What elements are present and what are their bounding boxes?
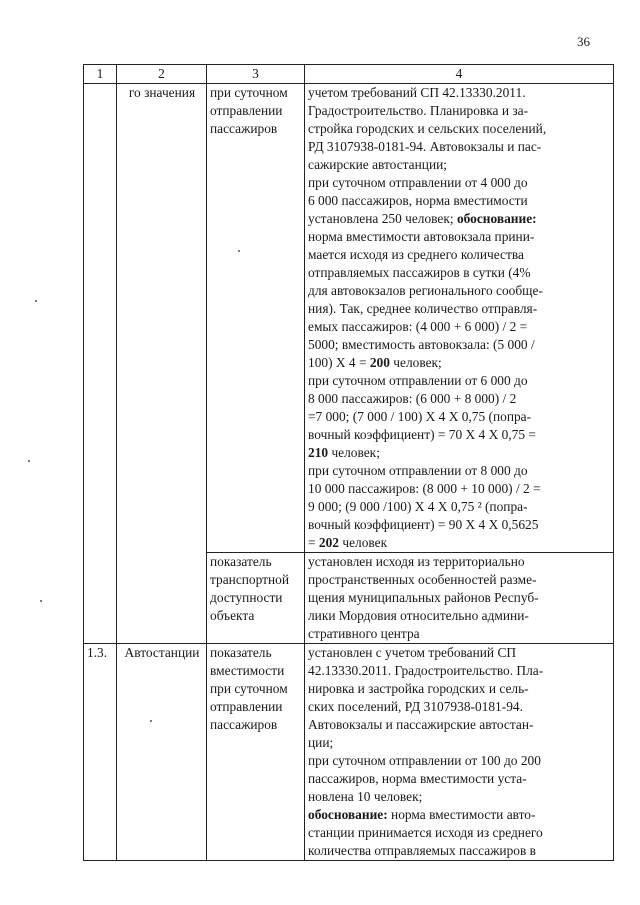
scan-speck [35,300,37,302]
text-fragment: человек; при суточном отправлении от 6 000 до 8 000 пассажиров: (6 000 + 8 000) / 2 =7 000; (7 000 / 100) X 4 X 0,75 (попра- вочный коэффициент) = 70 X 4 X 0,75 = [308,355,536,442]
indicator-cell: показатель вместимости при суточном отправлении пассажиров [207,644,305,861]
table-row [84,84,614,553]
header-col-2: 2 [117,65,207,84]
bold-text-fragment: 202 [318,535,339,550]
row-number-cell [84,84,117,644]
description-cell [305,84,614,553]
object-name-cell: го значения [117,84,207,644]
scan-speck [40,600,42,602]
description-cell [305,644,614,861]
scan-speck [238,250,240,252]
page-number: 36 [577,34,590,49]
scan-speck [28,460,30,462]
table-header-row [84,65,614,84]
bold-text-fragment: 210 [308,445,329,460]
text-fragment: норма вместимости авто- станции принимается исходя из среднего количества отправляемых пассажиров в [308,807,543,858]
scan-speck [150,720,152,722]
indicator-cell: при суточном отправлении пассажиров [207,84,305,553]
header-col-1: 1 [84,65,117,84]
header-col-3: 3 [207,65,305,84]
bold-text-fragment: обоснование: [308,807,388,822]
table-row [84,644,614,861]
header-col-4: 4 [305,65,614,84]
indicator-cell: показатель транспортной доступности объекта [207,553,305,644]
bold-text-fragment: 200 [369,355,390,370]
row-number-cell: 1.3. [84,644,117,861]
text-fragment: учетом требований СП 42.13330.2011. Градостроительство. Планировка и за- стройка городских и сельских поселений, РД 3107938-0181-94. Автовокзалы и пас- сажирские автостанции; при суточном отправлении от 4 000 до 6 000 пассажиров, норма вместимости установлена 250 человек; [308,85,547,226]
text-fragment: человек; при суточном отправлении от 8 000 до 10 000 пассажиров: (8 000 + 10 000) / 2 = 9 000; (9 000 /100) X 4 X 0,75 ² (попра- вочный коэффициент) = 90 X 4 X 0,5625 = [308,445,541,550]
text-fragment: норма вместимости автовокзала прини- мается исходя из среднего количества отправляемых пассажиров в сутки (4% для автовокзалов регионального сообще- ния). Так, среднее количество отправля- емых пассажиров: (4 000 + 6 000) / 2 = 5000; вместимость автовокзала: (5 000 / 100) X 4 = [308,229,543,370]
text-fragment: установлен с учетом требований СП 42.13330.2011. Градостроительство. Пла- нировка и застройка городских и сель- ских поселений, РД 3107938-0181-94. Автовокзалы и пассажирские автостан- ции; при суточном отправлении от 100 до 200 пассажиров, норма вместимости уста- новлена 10 человек; [308,645,544,804]
document-table [83,64,614,861]
description-cell: установлен исходя из территориально пространственных особенностей разме- щения муниципальных районов Респуб- лики Мордовия относительно админи- стративного центра [305,553,614,644]
object-name-cell: Автостанции [117,644,207,861]
bold-text-fragment: обоснование: [456,211,537,226]
text-fragment: человек [339,535,388,550]
